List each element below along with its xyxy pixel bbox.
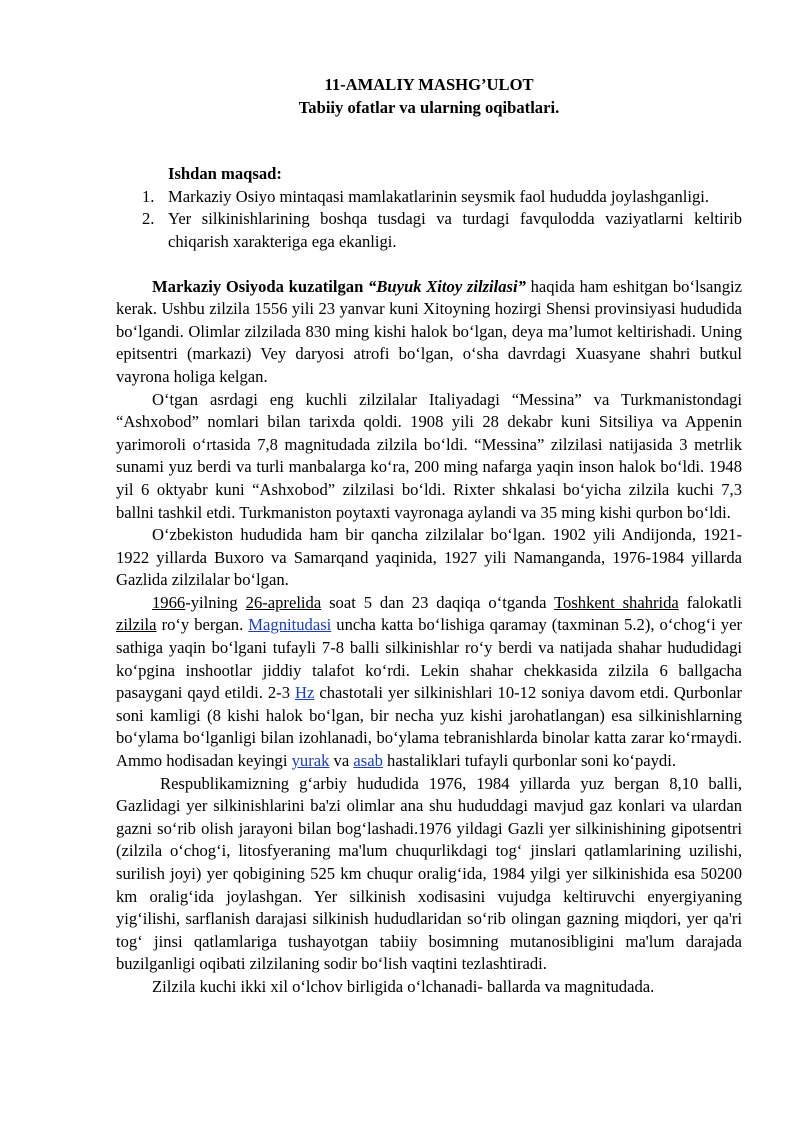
text-run: hastaliklari tufayli qurbonlar soni ko‘paydi. [382,751,676,771]
text-run: soat 5 dan 23 daqiqa o‘tganda [321,592,555,612]
earthquake-link[interactable]: zilzila [116,615,157,635]
goal-item [116,186,742,209]
text-run: uncha katta bo‘lishiga qaramay (taxminan 5.2), o‘chog‘i yer sathiga yaqin bo‘lgani tufayli 7-8 balli silkinishlar ro‘y berdi va natijada shahar hududidagi ko‘pgina inshootlar jiddiy talafot ko‘rdi. Lekin shahar chekkasida zilzila 6 ballgacha pasaygani qayd etildi. 2-3 [116,615,742,703]
text-run: chastotali yer silkinishlari 10-12 soniya davom etdi. Qurbonlar soni kamligi (8 kishi halok bo‘lgan, bir necha yuz kishi jarohatlangan) esa silkinishlarning bo‘ylama bo‘lganligi bilan izohlanadi, bo‘ylama tebranishlarda binolar katta zarar ko‘rmaydi. Ammo hodisadan keyingi [116,683,742,771]
goal-item-text: Yer silkinishlarining boshqa tusdagi va turdagi favqulodda vaziyatlarni keltirib chiqarish xarakteriga ega ekanligi. [168,209,742,251]
text-run: va [329,751,354,771]
paragraph-tashkent-1966 [116,592,742,773]
paragraph-messina-ashgabat: O‘tgan asrdagi eng kuchli zilzilalar Italiyadagi “Messina” va Turkmanistondagi “Ashxobod” nomlari bilan tarixda qoldi. 1908 yili 28 dekabr kuni Sitsiliya va Appenin yarimoroli o‘rtasida 7,8 magnitudada zilzila bo‘ldi. “Messina” zilzilasi natijasida 3 metrlik sunami yuz berdi va turli manbalarga ko‘ra, 200 ming nafarga yaqin inson halok bo‘ldi. 1948 yil 6 oktyabr kuni “Ashxobod” zilzilasi bo‘ldi. Rixter shkalasi bo‘yicha zilzila kuchi 7,3 ballni tashkil etdi. Turkmaniston poytaxti vayronaga aylandi va 35 ming kishi qurbon bo‘ldi. [116,389,742,522]
heart-link[interactable]: yurak [291,751,330,771]
hz-link[interactable]: Hz [295,683,315,703]
goal-heading: Ishdan maqsad: [168,164,282,184]
paragraph-great-china-earthquake [116,276,742,389]
text-run: ro‘y bergan. [156,615,249,635]
goal-item-number: 2. [142,209,155,229]
earthquake-name: “Buyuk Xitoy zilzilasi” [368,276,526,296]
goal-item [116,208,742,253]
date-link[interactable]: 26-aprelida [245,592,322,612]
paragraph-lead: Markaziy Osiyoda kuzatilgan [152,276,364,296]
paragraph-text: haqida ham eshitgan bo‘lsangiz kerak. Ushbu zilzila 1556 yili 23 yanvar kuni Xitoyning hozirgi Shensi provinsiyasi hududida bo‘lgandi. Olimlar zilzilada 830 ming kishi halok bo‘lgan, deya ma’lumot keltirishadi. Uning epitsentri (markazi) Vey daryosi atrofi bo‘lgan, o‘sha davrdagi Xuasyane shahri butkul vayrona holiga kelgan. [116,276,742,386]
goal-list [116,186,742,254]
paragraph-gazli: Respublikamizning g‘arbiy hududida 1976, 1984 yillarda yuz bergan 8,10 balli, Gazlidagi yer silkinishlarini ba'zi olimlar ana shu hududdagi mavjud gaz konlari va ulardan gazni so‘rib olish jarayoni bilan bog‘lashadi.1976 yildagi Gazli yer silkinishining gipotsentri (zilzila o‘chog‘i, litosfyeraning ma'lum chuqurlikdagi tog‘ jinslari qatlamlarining uzilishi, surilish joyi) yer qobigining 525 km chuqur oralig‘ida, 1984 yilgi yer silkinishida esa 50200 km oralig‘ida joylashgan. Yer silkinish xodisasini vujudga keltiruvchi enyergiyaning yig‘ilishi, sarflanish darajasi silkinish hududlaridan so‘rib olingan gazning miqdori, yer qa'ri tog‘ jinsi qatlamlariga tushayotgan tabiiy bosimning mutanosibligini ma'lum darajada buzilganligi oqibati zilzilaning sodir bo‘lish vaqtini tezlashtiradi. [116,773,742,974]
document-page [116,70,742,999]
goal-item-text: Markaziy Osiyo mintaqasi mamlakatlarinin seysmik faol hududda joylashganligi. [168,186,710,206]
nerve-link[interactable]: asab [353,751,383,771]
paragraph-measurement: Zilzila kuchi ikki xil o‘lchov birligida o‘lchanadi- ballarda va magnitudada. [152,976,655,996]
year-link[interactable]: 1966 [152,592,186,612]
tashkent-link[interactable]: Toshkent shahrida [554,592,679,612]
magnitude-link[interactable]: Magnitudasi [248,615,332,635]
paragraph-uzbekistan-earthquakes: O‘zbekiston hududida ham bir qancha zilzilalar bo‘lgan. 1902 yili Andijonda, 1921-1922 yillarda Buxoro va Samarqand yaqinida, 1927 yili Namanganda, 1976-1984 yillarda Gazlida zilzilalar bo‘lgan. [116,525,742,590]
goal-item-number: 1. [142,186,155,206]
document-subtitle: Tabiiy ofatlar va ularning oqibatlari. [298,97,560,117]
text-run: falokatli [678,592,742,612]
text-run: -yilning [185,592,246,612]
document-title: 11-AMALIY MASHG’ULOT [324,75,534,94]
